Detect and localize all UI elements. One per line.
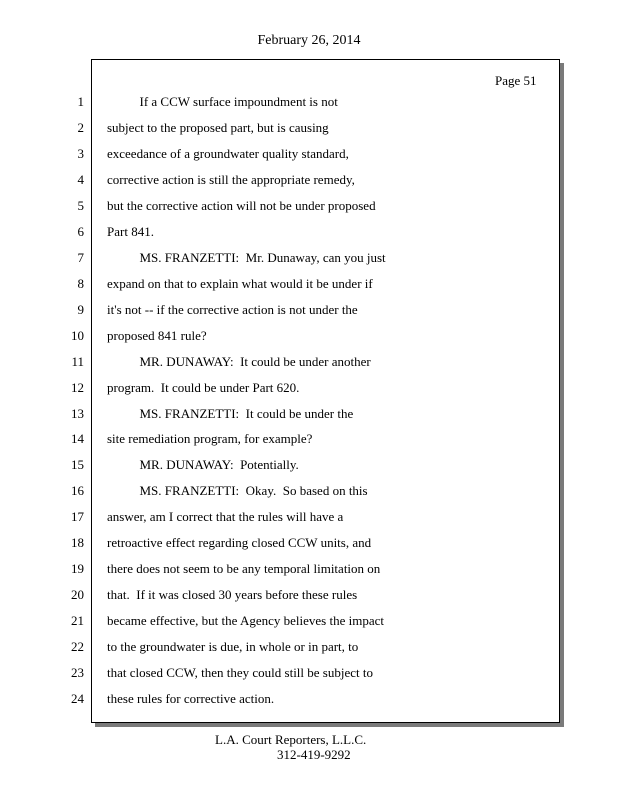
line-number: 10 <box>71 328 84 343</box>
line-text: corrective action is still the appropriate remedy, <box>107 172 355 187</box>
line-text: to the groundwater is due, in whole or in part, to <box>107 639 359 654</box>
line-number: 22 <box>71 639 84 654</box>
line-number: 15 <box>71 457 84 472</box>
line-text: If a CCW surface impoundment is not <box>107 94 338 109</box>
line-number: 7 <box>77 250 84 265</box>
line-text: retroactive effect regarding closed CCW units, and <box>107 535 372 550</box>
line-text: Part 841. <box>107 224 154 239</box>
line-text: became effective, but the Agency believes the impact <box>107 613 384 628</box>
line-text: there does not seem to be any temporal limitation on <box>107 561 381 576</box>
line-number: 3 <box>77 146 84 161</box>
line-number: 18 <box>71 535 84 550</box>
line-number: 23 <box>71 665 84 680</box>
line-number: 6 <box>77 224 84 239</box>
line-number: 4 <box>77 172 84 187</box>
line-number: 21 <box>71 613 84 628</box>
line-text: MS. FRANZETTI: Okay. So based on this <box>107 483 368 498</box>
line-text: answer, am I correct that the rules will have a <box>107 509 344 524</box>
line-number: 17 <box>71 509 84 524</box>
line-text: but the corrective action will not be under proposed <box>107 198 376 213</box>
line-text: MS. FRANZETTI: Mr. Dunaway, can you just <box>107 250 386 265</box>
line-text: these rules for corrective action. <box>107 691 275 706</box>
line-number: 9 <box>77 302 84 317</box>
line-text: subject to the proposed part, but is causing <box>107 120 329 135</box>
line-number: 1 <box>77 94 84 109</box>
line-text: site remediation program, for example? <box>107 431 313 446</box>
line-text: expand on that to explain what would it be under if <box>107 276 373 291</box>
line-text: MS. FRANZETTI: It could be under the <box>107 406 354 421</box>
footer-company: L.A. Court Reporters, L.L.C. <box>215 732 367 747</box>
line-number: 2 <box>77 120 84 135</box>
line-text: MR. DUNAWAY: Potentially. <box>107 457 299 472</box>
line-text: program. It could be under Part 620. <box>107 380 300 395</box>
line-number: 5 <box>77 198 84 213</box>
line-number: 20 <box>71 587 84 602</box>
line-text: that closed CCW, then they could still be subject to <box>107 665 373 680</box>
line-text: that. If it was closed 30 years before these rules <box>107 587 358 602</box>
line-text: exceedance of a groundwater quality standard, <box>107 146 349 161</box>
line-number: 8 <box>77 276 84 291</box>
footer-phone: 312-419-9292 <box>277 747 351 762</box>
header-date: February 26, 2014 <box>257 33 361 48</box>
line-text: proposed 841 rule? <box>107 328 207 343</box>
page-number: Page 51 <box>495 73 537 88</box>
line-text: it's not -- if the corrective action is not under the <box>107 302 358 317</box>
line-number: 19 <box>71 561 84 576</box>
line-number: 13 <box>71 406 84 421</box>
line-number: 11 <box>71 354 84 369</box>
line-number: 14 <box>71 431 84 446</box>
line-number: 24 <box>71 691 84 706</box>
line-text: MR. DUNAWAY: It could be under another <box>107 354 371 369</box>
line-number: 16 <box>71 483 84 498</box>
line-number: 12 <box>71 380 84 395</box>
